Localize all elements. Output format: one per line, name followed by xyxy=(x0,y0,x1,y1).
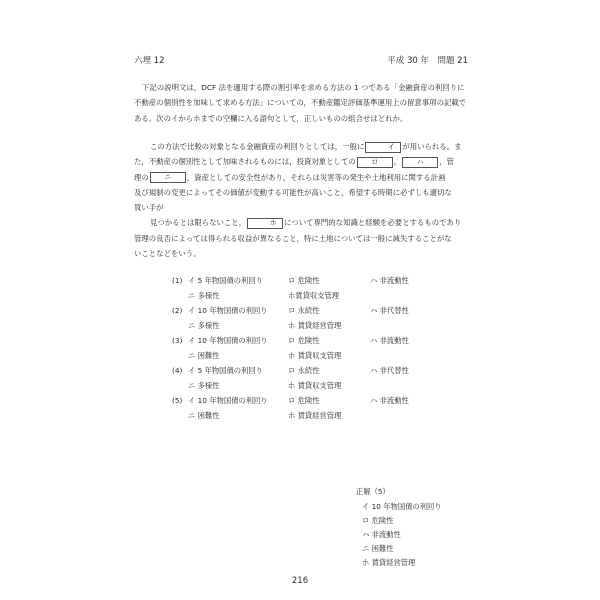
option-i: イ 5 年物国債の利回り xyxy=(188,366,263,375)
option-ha: ハ 非代替性 xyxy=(370,366,409,375)
body-text: 見つかるとは限らないこと， xyxy=(150,218,247,228)
blank-ha: ハ xyxy=(402,157,438,168)
option-ho: ホ 賃貸収支管理 xyxy=(288,351,342,360)
option-ha: ハ 非流動性 xyxy=(370,336,409,345)
header-section-label: 六埋 12 xyxy=(134,56,165,66)
option-number: (4) xyxy=(172,366,183,375)
blank-i: イ xyxy=(365,142,401,153)
option-ha: ハ 非流動性 xyxy=(370,396,409,405)
option-ni: ニ 困難性 xyxy=(188,351,220,360)
option-ho: ホ賃貸収支管理 xyxy=(288,291,340,300)
body-text: が用いられる。ま xyxy=(402,142,462,151)
answer-line: イ 10 年物国債の利回り xyxy=(362,502,442,511)
body-line xyxy=(134,170,474,185)
answer-title: 正解（5） xyxy=(356,487,390,496)
option-ro: ロ 永続性 xyxy=(288,366,320,375)
option-i: イ 10 年物国債の利回り xyxy=(188,306,268,315)
option-number: (3) xyxy=(172,336,183,345)
answer-line: ハ 非流動性 xyxy=(362,530,401,539)
option-number: (5) xyxy=(172,396,183,405)
header-exam-year: 平成 30 年 問題 21 xyxy=(387,56,468,66)
option-ha: ハ 非流動性 xyxy=(370,276,409,285)
intro-line: 不動産の個別性を加味して求める方法」についての，不動産鑑定評価基準運用上の留意事項の記載で xyxy=(134,98,467,108)
body-text: ，管 xyxy=(439,157,454,167)
blank-ho: ホ xyxy=(247,218,283,229)
body-text: 理の xyxy=(134,172,149,182)
body-text: ， xyxy=(393,157,402,167)
option-ro: ロ 危険性 xyxy=(288,276,320,285)
body-line: いことなどをいう。 xyxy=(134,249,201,259)
option-ro: ロ 危険性 xyxy=(288,336,320,345)
answer-line: ロ 危険性 xyxy=(362,516,394,525)
option-i: イ 5 年物国債の利回り xyxy=(188,276,263,285)
body-line xyxy=(134,215,474,230)
option-i: イ 10 年物国債の利回り xyxy=(188,396,268,405)
blank-ni: ニ xyxy=(150,172,186,183)
question-body xyxy=(134,139,474,261)
option-i: イ 10 年物国債の利回り xyxy=(188,336,268,345)
option-number: (2) xyxy=(172,306,183,315)
intro-line: ある。次のイからホまでの空欄に入る語句として，正しいものの組合せはどれか。 xyxy=(134,113,408,123)
body-text: について専門的な知識と経験を必要とするものであり xyxy=(284,218,462,228)
option-ho: ホ 賃貸経営管理 xyxy=(288,321,342,330)
body-line: 管理の良否によっては得られる収益が異なること，特に土地については一般に減失することがな xyxy=(134,233,452,243)
body-text: ，資産としての安全性があり，それらは災害等の発生や土地利用に関する計画 xyxy=(186,172,446,182)
body-line xyxy=(134,139,474,154)
page-number: 216 xyxy=(291,576,309,586)
body-line xyxy=(134,154,474,169)
option-ro: ロ 永続性 xyxy=(288,306,320,315)
question-intro xyxy=(134,80,474,126)
body-text: この方法で比較の対象となる金融資産の利回りとしては，一般に xyxy=(150,142,365,151)
option-ni: ニ 多様性 xyxy=(188,321,220,330)
option-ho: ホ 賃貸収支管理 xyxy=(288,381,342,390)
answer-line: ニ 困難性 xyxy=(362,544,394,553)
option-ni: ニ 困難性 xyxy=(188,411,220,420)
option-ro: ロ 危険性 xyxy=(288,396,320,405)
option-ho: ホ 賃貸経営管理 xyxy=(288,411,342,420)
intro-line: 下記の説明文は，DCF 法を適用する際の割引率を求める方法の 1 つである「金融資産の利回りに xyxy=(142,83,465,92)
option-number: (1) xyxy=(172,276,183,285)
option-ha: ハ 非代替性 xyxy=(370,306,409,315)
body-line: 及び規制の変更によってその価値が変動する可能性が高いこと，希望する時期に必ずしも適切な xyxy=(134,187,452,197)
option-ni: ニ 多様性 xyxy=(188,291,220,300)
answer-line: ホ 賃貸経営管理 xyxy=(362,558,416,567)
blank-ro: ロ xyxy=(357,157,393,168)
option-ni: ニ 多様性 xyxy=(188,381,220,390)
body-line: 買い手が xyxy=(134,203,164,213)
body-text: た，不動産の個別性として加味されるものには，投資対象としての xyxy=(134,157,356,167)
